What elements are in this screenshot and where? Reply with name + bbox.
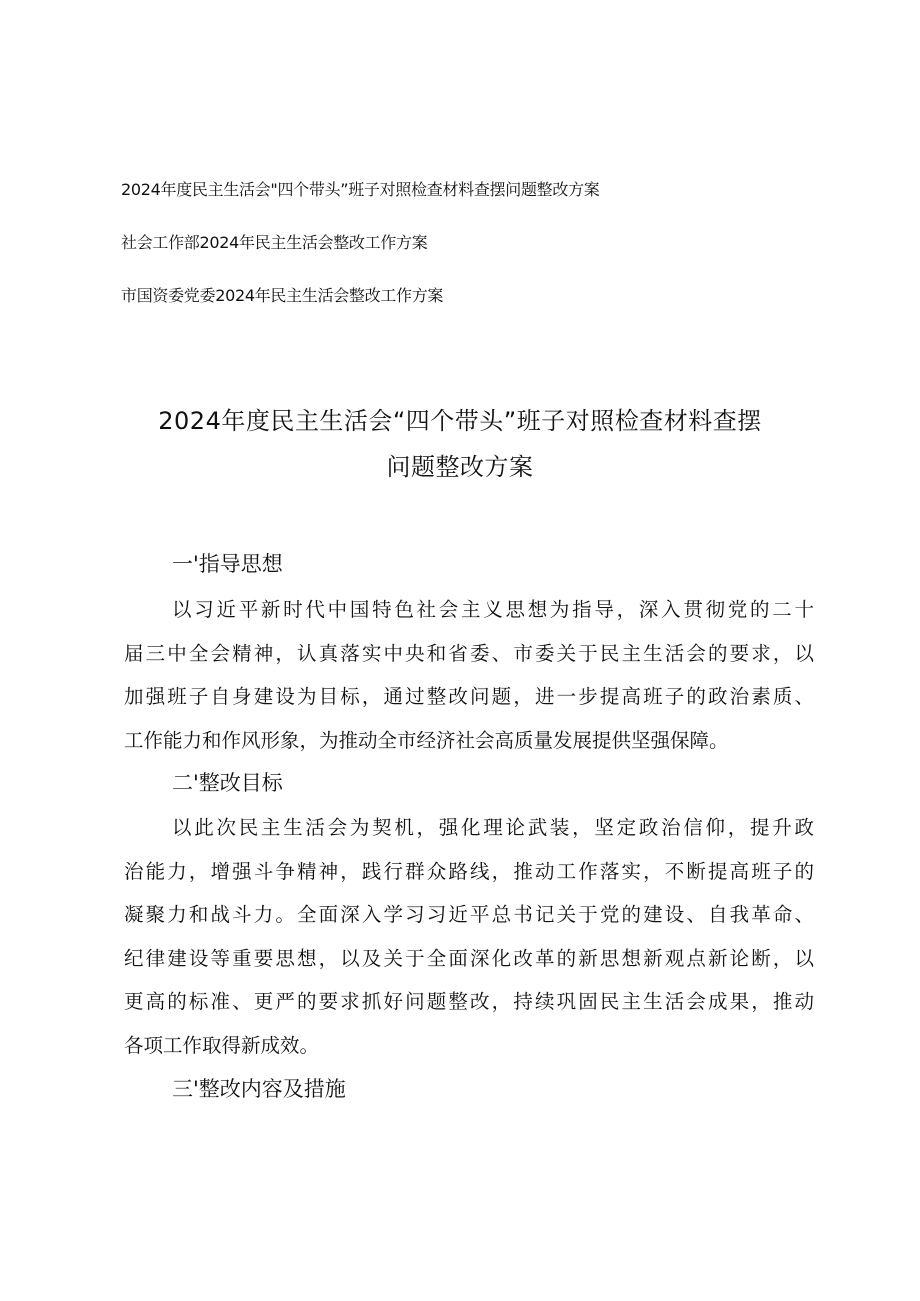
paragraph-line: 治能力，增强斗争精神，践行群众路线，推动工作落实，不断提高班子的 [124,859,814,883]
paragraph-line: 各项工作取得新成效。 [124,1033,320,1057]
paragraph-line: 更高的标准、更严的要求抓好问题整改，持续巩固民主生活会成果，推动 [124,990,814,1013]
paragraph-line: 加强班子自身建设为目标，通过整改问题，进一步提高班子的政治素质、 [124,685,814,708]
document-list-item: 市国资委党委2024年民主生活会整改工作方案 [121,286,444,305]
section-paragraph-guiding-ideology [124,588,814,762]
section-heading-rectification-goals: 二'整改目标 [172,771,283,795]
document-title [110,398,810,490]
document-title-line: 2024年度民主生活会“四个带头”班子对照检查材料查摆 [158,407,762,435]
paragraph-line: 纪律建设等重要思想，以及关于全面深化改革的新思想新观点新论断，以 [124,946,814,970]
paragraph-line: 凝聚力和战斗力。全面深入学习习近平总书记关于党的建设、自我革命、 [124,903,814,926]
paragraph-line: 以此次民主生活会为契机，强化理论武装，坚定政治信仰，提升政 [172,816,814,839]
document-list [121,178,841,337]
section-paragraph-rectification-goals [124,806,814,1067]
paragraph-line: 届三中全会精神，认真落实中央和省委、市委关于民主生活会的要求，以 [124,641,814,665]
document-list-item: 2024年度民主生活会"四个带头”班子对照检查材料查摆问题整改方案 [121,180,600,199]
document-title-line: 问题整改方案 [386,453,534,481]
section-heading-content-and-measures: 三'整改内容及措施 [172,1077,346,1101]
section-heading-guiding-ideology: 一'指导思想 [172,552,283,576]
paragraph-line: 以习近平新时代中国特色社会主义思想为指导，深入贯彻党的二十 [172,598,814,621]
document-list-item: 社会工作部2024年民主生活会整改工作方案 [121,233,428,252]
paragraph-line: 工作能力和作风形象，为推动全市经济社会高质量发展提供坚强保障。 [124,728,729,752]
